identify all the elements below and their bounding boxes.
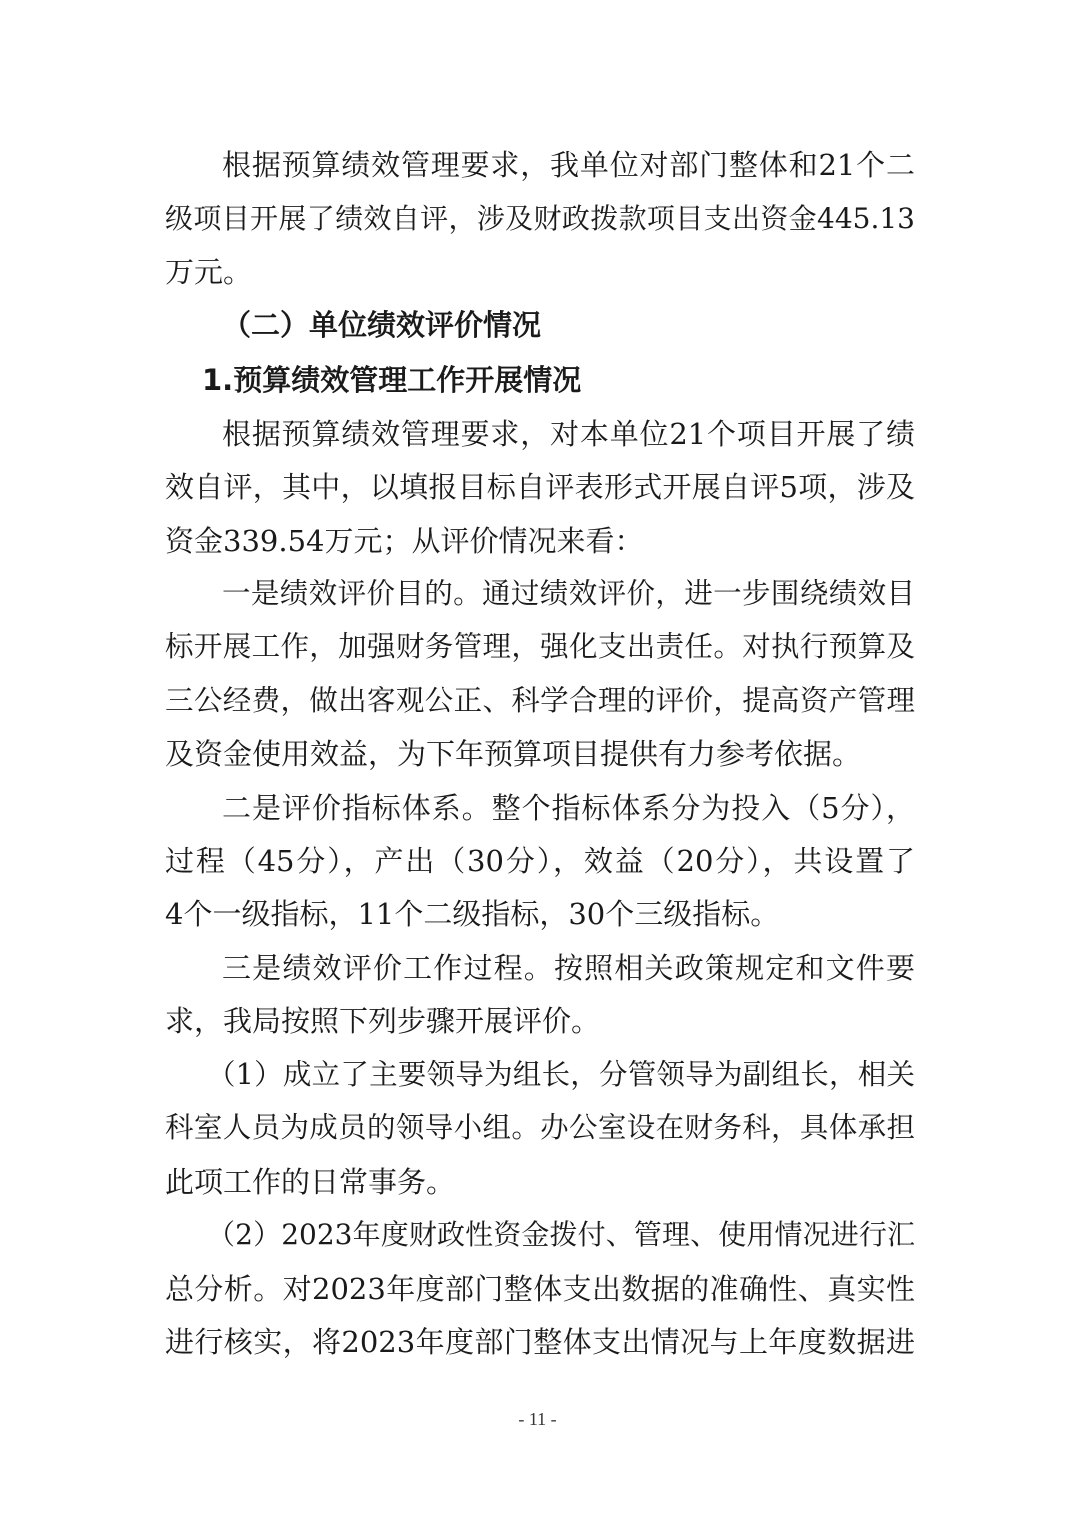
paragraph-2-line-3: 资金339.54万元；从评价情况来看： bbox=[165, 524, 644, 558]
paragraph-3-line-1: 一是绩效评价目的。通过绩效评价，进一步围绕绩效目 bbox=[222, 577, 915, 610]
subsection-heading: 1.预算绩效管理工作开展情况 bbox=[202, 363, 582, 397]
paragraph-7-line-2: 总分析。对2023年度部门整体支出数据的准确性、真实性 bbox=[165, 1272, 915, 1306]
section-heading: （二）单位绩效评价情况 bbox=[222, 308, 542, 342]
paragraph-7-line-3: 进行核实，将2023年度部门整体支出情况与上年度数据进 bbox=[165, 1325, 915, 1359]
paragraph-1-line-1: 根据预算绩效管理要求，我单位对部门整体和21个二 bbox=[222, 148, 915, 182]
page-number: - 11 - bbox=[518, 1409, 557, 1429]
paragraph-5-line-2: 求，我局按照下列步骤开展评价。 bbox=[165, 1004, 601, 1038]
paragraph-4-line-3: 4个一级指标，11个二级指标，30个三级指标。 bbox=[165, 897, 780, 931]
paragraph-2-line-2: 效自评，其中，以填报目标自评表形式开展自评5项，涉及 bbox=[165, 470, 915, 504]
paragraph-2-line-1: 根据预算绩效管理要求，对本单位21个项目开展了绩 bbox=[222, 417, 915, 451]
paragraph-7-line-1: （2）2023年度财政性资金拨付、管理、使用情况进行汇 bbox=[207, 1218, 915, 1251]
paragraph-1-line-2: 级项目开展了绩效自评，涉及财政拨款项目支出资金445.13 bbox=[165, 202, 915, 235]
paragraph-5-line-1: 三是绩效评价工作过程。按照相关政策规定和文件要 bbox=[222, 951, 915, 985]
paragraph-4-line-1: 二是评价指标体系。整个指标体系分为投入（5分）， bbox=[222, 791, 915, 825]
paragraph-1-line-3: 万元。 bbox=[165, 255, 253, 289]
paragraph-3-line-2: 标开展工作，加强财务管理，强化支出责任。对执行预算及 bbox=[165, 630, 915, 663]
paragraph-3-line-4: 及资金使用效益，为下年预算项目提供有力参考依据。 bbox=[165, 737, 862, 771]
paragraph-6-line-2: 科室人员为成员的领导小组。办公室设在财务科，具体承担 bbox=[165, 1111, 915, 1144]
paragraph-6-line-1: （1）成立了主要领导为组长，分管领导为副组长，相关 bbox=[207, 1058, 915, 1091]
paragraph-4-line-2: 过程（45分），产出（30分），效益（20分），共设置了 bbox=[165, 844, 915, 878]
paragraph-6-line-3: 此项工作的日常事务。 bbox=[165, 1165, 456, 1199]
paragraph-3-line-3: 三公经费，做出客观公正、科学合理的评价，提高资产管理 bbox=[165, 684, 915, 717]
